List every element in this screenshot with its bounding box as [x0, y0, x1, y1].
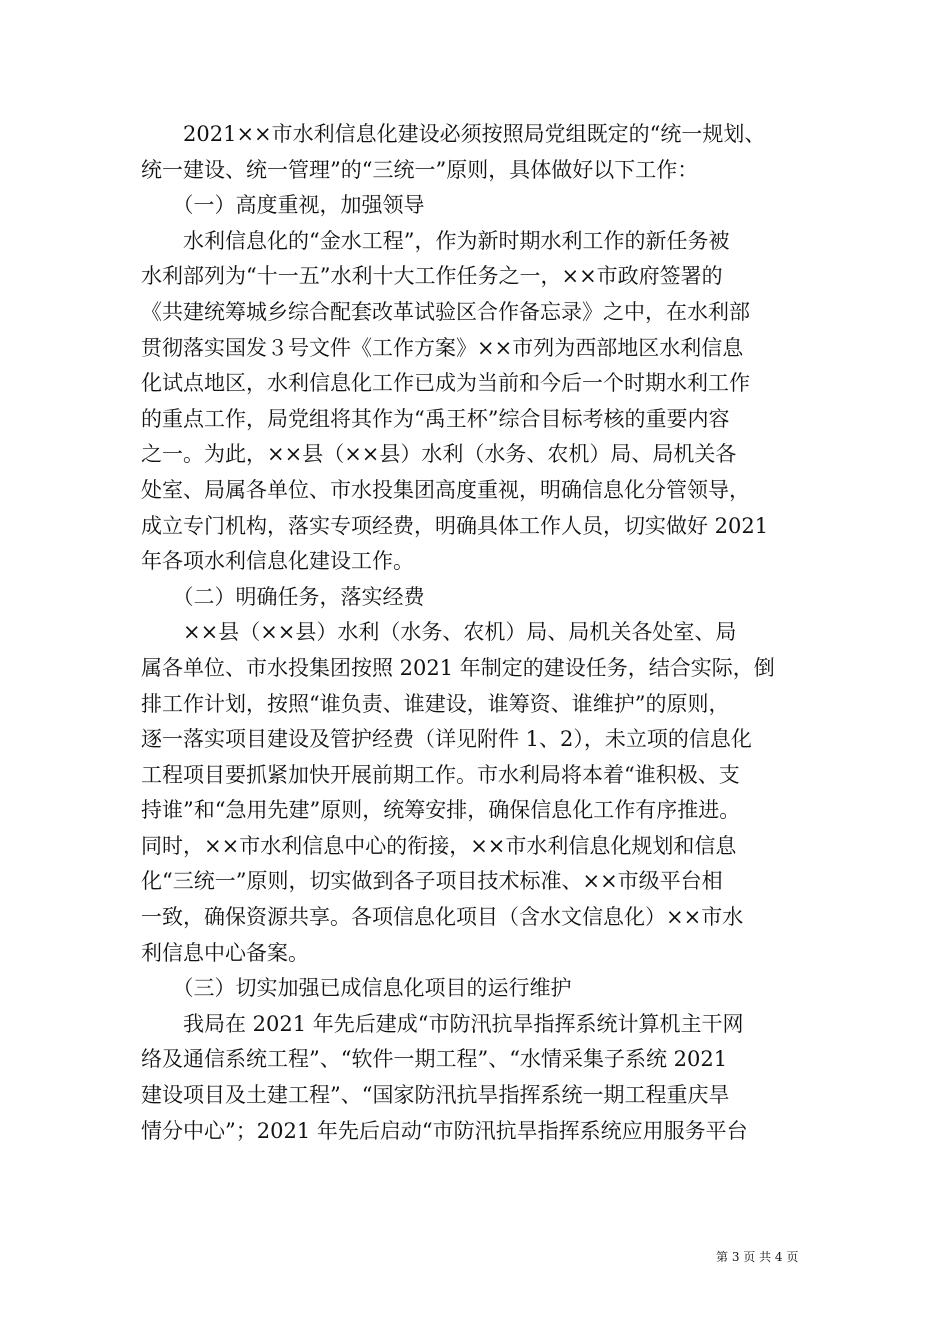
text-line: 成立专门机构，落实专项经费，明确具体工作人员，切实做好 2021 — [141, 513, 769, 538]
text-line: 一致，确保资源共享。各项信息化项目（含水文信息化）××市水 — [141, 905, 744, 930]
document-body — [141, 117, 821, 1149]
section-heading: （二）明确任务，落实经费 — [141, 584, 425, 609]
text-line: 属各单位、市水投集团按照 2021 年制定的建设任务，结合实际，倒 — [141, 655, 775, 680]
text-line: 工程项目要抓紧加快开展前期工作。市水利局将本着“谁积极、支 — [141, 762, 740, 787]
text-line: 年各项水利信息化建设工作。 — [141, 549, 414, 574]
text-line: 络及通信系统工程”、“软件一期工程”、“水情采集子系统 2021 — [141, 1047, 728, 1072]
text-line: 水利部列为“十一五”水利十大工作任务之一，××市政府签署的 — [141, 264, 723, 289]
text-line: 贯彻落实国发３号文件《工作方案》××市列为西部地区水利信息 — [141, 335, 744, 360]
section-heading: （三）切实加强已成信息化项目的运行维护 — [141, 976, 572, 1001]
text-line: 逐一落实项目建设及管护经费（详见附件 1、2），未立项的信息化 — [141, 727, 752, 752]
text-line: 之一。为此，××县（××县）水利（水务、农机）局、局机关各 — [141, 442, 737, 467]
text-line: 处室、局属各单位、市水投集团高度重视，明确信息化分管领导， — [141, 477, 750, 502]
text-line: ××县（××县）水利（水务、农机）局、局机关各处室、局 — [141, 620, 737, 645]
text-line: 化“三统一”原则，切实做到各子项目技术标准、××市级平台相 — [141, 869, 723, 894]
page-number: 第 3 页 共 4 页 — [716, 1250, 799, 1264]
text-line: 情分中心”；2021 年先后启动“市防汛抗旱指挥系统应用服务平台 — [141, 1118, 748, 1143]
text-line: 我局在 2021 年先后建成“市防汛抗旱指挥系统计算机主干网 — [141, 1011, 744, 1036]
text-line: 利信息中心备案。 — [141, 940, 309, 965]
text-line: 《共建统筹城乡综合配套改革试验区合作备忘录》之中，在水利部 — [141, 299, 750, 324]
text-line: 建设项目及土建工程”、“国家防汛抗旱指挥系统一期工程重庆旱 — [141, 1083, 730, 1108]
text-line: 统一建设、统一管理”的“三统一”原则，具体做好以下工作： — [141, 157, 699, 182]
text-line: 排工作计划，按照“谁负责、谁建设，谁筹资、谁维护”的原则， — [141, 691, 730, 716]
text-line: 同时，××市水利信息中心的衔接，××市水利信息化规划和信息 — [141, 833, 737, 858]
section-heading: （一）高度重视，加强领导 — [141, 193, 425, 218]
text-line: 化试点地区，水利信息化工作已成为当前和今后一个时期水利工作 — [141, 371, 750, 396]
text-line: 2021××市水利信息化建设必须按照局党组既定的“统一规划、 — [141, 122, 766, 146]
text-line: 的重点工作，局党组将其作为“禹王杯”综合目标考核的重要内容 — [141, 406, 730, 431]
text-line: 水利信息化的“金水工程”，作为新时期水利工作的新任务被 — [141, 228, 730, 253]
text-line: 持谁”和“急用先建”原则，统筹安排，确保信息化工作有序推进。 — [141, 798, 741, 823]
